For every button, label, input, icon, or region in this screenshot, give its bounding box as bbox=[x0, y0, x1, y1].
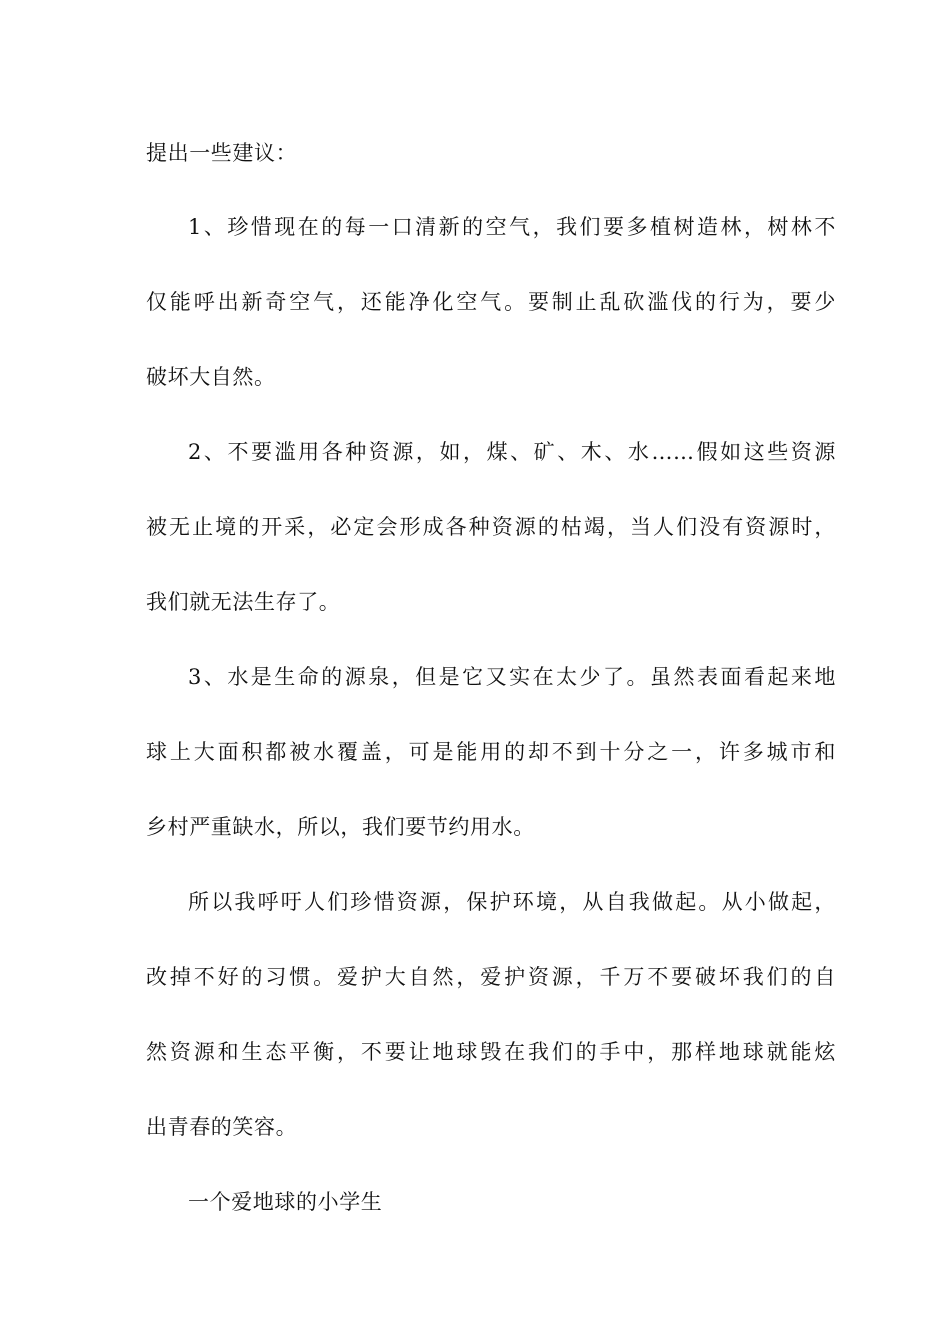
conclusion-line-3: 然资源和生态平衡，不要让地球毁在我们的手中，那样地球就能炫 bbox=[146, 1040, 836, 1064]
intro-line: 提出一些建议： bbox=[146, 141, 298, 165]
suggestion-3-line-3: 乡村严重缺水，所以，我们要节约用水。 bbox=[146, 815, 535, 839]
suggestion-1-line-1: 1、珍惜现在的每一口清新的空气，我们要多植树造林，树林不 bbox=[188, 215, 836, 239]
signature: 一个爱地球的小学生 bbox=[188, 1190, 383, 1214]
suggestion-2-line-1: 2、不要滥用各种资源，如，煤、矿、木、水……假如这些资源 bbox=[188, 440, 836, 464]
conclusion-line-1: 所以我呼吁人们珍惜资源，保护环境，从自我做起。从小做起， bbox=[188, 890, 836, 914]
suggestion-1-line-2: 仅能呼出新奇空气，还能净化空气。要制止乱砍滥伐的行为，要少 bbox=[146, 290, 836, 314]
suggestion-2-line-3: 我们就无法生存了。 bbox=[146, 590, 341, 614]
suggestion-3-line-2: 球上大面积都被水覆盖，可是能用的却不到十分之一，许多城市和 bbox=[146, 740, 836, 764]
suggestion-3-line-1: 3、水是生命的源泉，但是它又实在太少了。虽然表面看起来地 bbox=[188, 665, 836, 689]
suggestion-2-line-2: 被无止境的开采，必定会形成各种资源的枯竭，当人们没有资源时， bbox=[146, 515, 836, 539]
conclusion-line-2: 改掉不好的习惯。爱护大自然，爱护资源，千万不要破坏我们的自 bbox=[146, 965, 836, 989]
conclusion-line-4: 出青春的笑容。 bbox=[146, 1115, 298, 1139]
suggestion-1-line-3: 破坏大自然。 bbox=[146, 365, 276, 389]
